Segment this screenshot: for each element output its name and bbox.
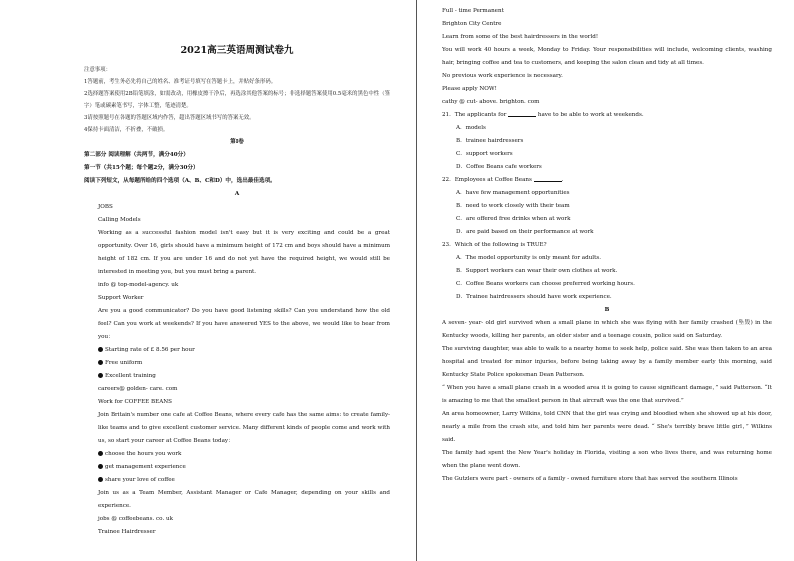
bullet-icon bbox=[98, 477, 103, 482]
job2-bullet-2: Free uniform bbox=[84, 357, 390, 370]
bullet-icon bbox=[98, 347, 103, 352]
passage-b-p3: “ When you have a small plane crash in a wooded area it is going to cause significant damage，” said Patterson. “It is amazing to me that the smallest person in that aircraft was the one that survived.” bbox=[442, 385, 772, 404]
notice-2: 2选择题答案使用2B铅笔填涂，如需改动，用橡皮擦干净后，再选涂其他答案的标号；非选择题答案使用0.5毫米的黑色中性（签字）笔或碳素笔书写，字体工整，笔迹清楚。 bbox=[84, 91, 390, 109]
q22-option-a: A．have few management opportunities bbox=[456, 190, 570, 196]
q23-option-d: D．Trainee hairdressers should have work experience. bbox=[456, 294, 612, 300]
answer-blank bbox=[534, 175, 562, 182]
q21-option-d: D．Coffee Beans cafe workers bbox=[456, 164, 542, 170]
q21-option-a: A．models bbox=[456, 125, 486, 131]
answer-blank bbox=[508, 110, 536, 117]
jobs-heading: JOBS bbox=[98, 204, 113, 210]
job3-join: Join us as a Team Member, Assistant Manager or Cafe Manager, depending on your skills and experience. bbox=[98, 490, 390, 509]
job3-email: jobs @ coffeebeans. co. uk bbox=[98, 516, 174, 522]
job2-bullet-1: Starting rate of £ 8.56 per hour bbox=[84, 344, 390, 357]
question-23: 23．Which of the following is TRUE? bbox=[442, 242, 547, 248]
notice-4: 4保持卡面清洁，不折叠，不破损。 bbox=[84, 127, 169, 133]
job2-bullet-3: Excellent training bbox=[84, 370, 390, 383]
job1-text: Working as a successful fashion model isn't easy but it is very exciting and could be a great opportunity. Over 16, girls should have a minimum height of 172 cm and boys should have a minimum height of 182 cm. If you are under 16 and do not yet have the required height, we would still be interested in meeting you, but you must bring a parent. bbox=[98, 230, 390, 275]
q23-option-b: B．Support workers can wear their own clothes at work. bbox=[456, 268, 618, 274]
job3-bullet-1: choose the hours you work bbox=[84, 448, 390, 461]
passage-a-label: A bbox=[234, 191, 240, 197]
job3-title: Work for COFFEE BEANS bbox=[98, 399, 173, 405]
left-column bbox=[84, 0, 390, 539]
notice-3: 3请按照题号在各题的答题区域内作答，超出答题区域书写的答案无效。 bbox=[84, 115, 255, 121]
q23-option-a: A．The model opportunity is only meant for adults. bbox=[456, 255, 601, 261]
bullet-icon bbox=[98, 464, 103, 469]
passage-b-p4: An area homeowner, Larry Wilkins, told CNN that the girl was crying and bloodied when she showed up at his door, nearly a mile from the crash site, and told him her parents were dead. “ She's terribly brave little girl，” Wilkins said. bbox=[442, 411, 772, 443]
job4-text: You will work 40 hours a week, Monday to Friday. Your responsibilities will include, welcoming clients, washing hair, bringing coffee and tea to customers, and keeping the salon clean and tidy at all times. bbox=[442, 47, 772, 66]
job3-bullet-2: get management experience bbox=[84, 461, 390, 474]
job4-line: Learn from some of the best hairdressers in the world! bbox=[442, 34, 599, 40]
job4-location: Brighton City Centre bbox=[442, 21, 502, 27]
passage-b-p2: The surviving daughter, was able to walk to a nearby home to seek help, police said. She was then taken to an area hospital and treated for minor injuries, before being taking away by a family member early this morning, said Kentucky State Police spokesman Dean Patterson. bbox=[442, 346, 772, 378]
passage-b-p5: The family had spent the New Year's holiday in Florida, visiting a son who lives there, and was returning home when the plane went down. bbox=[442, 450, 772, 469]
job4-type: Full - time Permanent bbox=[442, 8, 504, 14]
job2-email: careers@ golden- care. com bbox=[98, 386, 178, 392]
job2-title: Support Worker bbox=[98, 295, 144, 301]
reading-instruction: 阅读下列短文，从每题所给的四个选项（A、B、C和D）中，选出最佳选项。 bbox=[84, 178, 276, 184]
job4-apply: Please apply NOW! bbox=[442, 86, 497, 92]
q22-option-c: C．are offered free drinks when at work bbox=[456, 216, 571, 222]
q22-option-d: D．are paid based on their performance at work bbox=[456, 229, 594, 235]
job1-title: Calling Models bbox=[98, 217, 141, 223]
right-column bbox=[442, 0, 772, 486]
notice-heading: 注意事项： bbox=[84, 67, 111, 73]
bullet-icon bbox=[98, 451, 103, 456]
section-heading: 第一节（共15个题；每个题2分，满分30分） bbox=[84, 165, 199, 171]
job3-text: Join Britain's number one cafe at Coffee Beans, where every cafe has the same aims: to create family-like teams and to give excellent customer service. Many different kinds of people come and work with us, so start your career at Coffee Beans today： bbox=[98, 412, 390, 444]
job2-text: Are you a good communicator? Do you have good listening skills? Can you understand how the old feel? Can you work at weekends? If you have answered YES to the above, we would like to hear from you： bbox=[98, 308, 390, 340]
bullet-icon bbox=[98, 360, 103, 365]
exam-title: 2021高三英语周测试卷九 bbox=[180, 45, 294, 56]
job1-email: info @ top-model-agency. uk bbox=[98, 282, 179, 288]
volume-label: 第Ⅰ卷 bbox=[230, 139, 244, 145]
q21-option-b: B．trainee hairdressers bbox=[456, 138, 524, 144]
question-21: 21．The applicants for have to be able to work at weekends. bbox=[442, 112, 644, 118]
passage-b-p6: The Gutzlers were part - owners of a family - owned furniture store that has served the southern Illinois bbox=[442, 476, 738, 482]
question-22: 22．Employees at Coffee Beans . bbox=[442, 177, 564, 183]
part-heading: 第二部分 阅读理解（共两节，满分40分） bbox=[84, 152, 189, 158]
q23-option-c: C．Coffee Beans workers can choose preferred working hours. bbox=[456, 281, 635, 287]
job4-title: Trainee Hairdresser bbox=[98, 529, 156, 535]
q21-option-c: C．support workers bbox=[456, 151, 513, 157]
job3-bullet-3: share your love of coffee bbox=[84, 474, 390, 487]
job4-email: cathy @ cut- above. brighton. com bbox=[442, 99, 540, 105]
passage-b-label: B bbox=[604, 307, 610, 313]
bullet-icon bbox=[98, 373, 103, 378]
job4-note: No previous work experience is necessary. bbox=[442, 73, 563, 79]
column-divider bbox=[416, 0, 417, 561]
passage-b-p1: A seven- year- old girl survived when a small plane in which she was flying with her family crashed (坠毁) in the Kentucky woods, killing her parents, an older sister and a teenage cousin, police said on Saturday. bbox=[442, 320, 772, 339]
q22-option-b: B．need to work closely with their team bbox=[456, 203, 570, 209]
notice-1: 1答题前，考生务必先将自己的姓名、准考证号填写在答题卡上，并贴好条形码。 bbox=[84, 79, 277, 85]
